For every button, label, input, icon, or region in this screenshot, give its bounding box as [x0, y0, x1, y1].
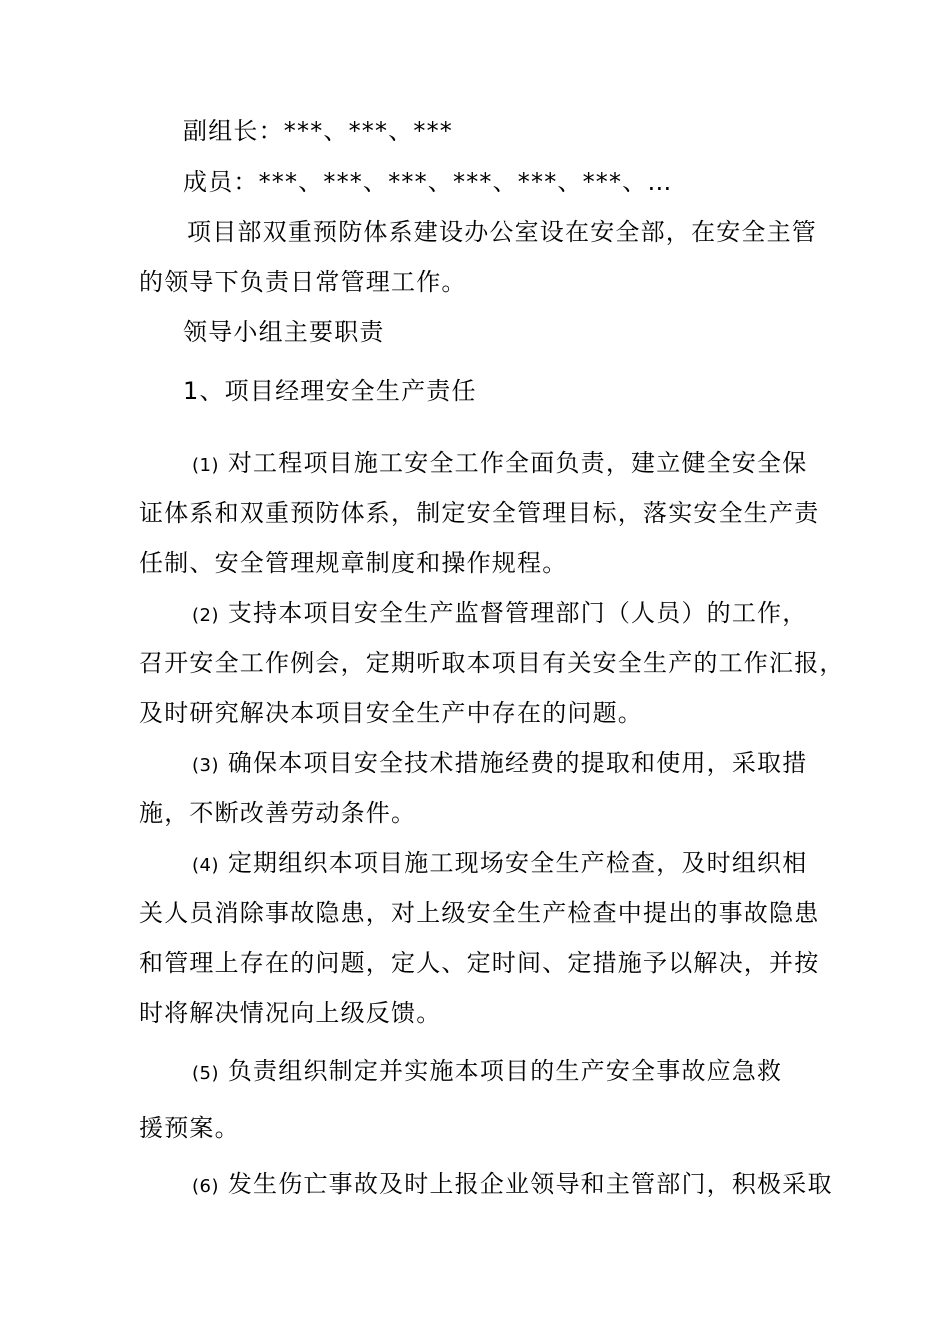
office-paragraph-line: 的领导下负责日常管理工作。 [139, 268, 467, 296]
item-4-line: 关人员消除事故隐患，对上级安全生产检查中提出的事故隐患 [139, 899, 820, 927]
item-5-line: 援预案。 [139, 1114, 240, 1142]
item-2-line: 及时研究解决本项目安全生产中存在的问题。 [139, 699, 643, 727]
item-1-line [192, 446, 807, 480]
deputy-leaders-line: 副组长：***、***、*** [183, 117, 453, 145]
item-1-line: 证体系和双重预防体系，制定安全管理目标，落实安全生产责 [139, 499, 820, 527]
item-text: 负责组织制定并实施本项目的生产安全事故应急救 [227, 1057, 783, 1085]
item-2-line: 召开安全工作例会，定期听取本项目有关安全生产的工作汇报， [139, 649, 845, 677]
item-number: (1) [192, 455, 219, 476]
item-text: 定期组织本项目施工现场安全生产检查，及时组织相 [227, 849, 808, 877]
item-4-line: 和管理上存在的问题，定人、定时间、定措施予以解决，并按 [139, 949, 820, 977]
item-number: (2) [192, 605, 219, 626]
item-number: (5) [192, 1063, 219, 1084]
item-6-line [192, 1167, 833, 1201]
item-2-line [192, 596, 807, 630]
members-line: 成员：***、***、***、***、***、***、… [183, 168, 673, 196]
item-4-line: 时将解决情况向上级反馈。 [139, 999, 442, 1027]
office-paragraph-line: 项目部双重预防体系建设办公室设在安全部，在安全主管 [187, 218, 817, 246]
item-text: 支持本项目安全生产监督管理部门（人员）的工作， [227, 599, 808, 627]
item-text: 确保本项目安全技术措施经费的提取和使用，采取措 [227, 749, 808, 777]
item-text: 对工程项目施工安全工作全面负责，建立健全安全保 [227, 449, 808, 477]
item-5-line [192, 1054, 782, 1088]
item-1-line: 任制、安全管理规章制度和操作规程。 [139, 549, 568, 577]
item-3-line: 施，不断改善劳动条件。 [139, 799, 417, 827]
item-3-line [192, 746, 807, 780]
item-number: (4) [192, 855, 219, 876]
item-4-line [192, 846, 807, 880]
item-text: 发生伤亡事故及时上报企业领导和主管部门，积极采取 [227, 1170, 833, 1198]
subsection-heading: 1、项目经理安全生产责任 [183, 377, 477, 405]
item-number: (6) [192, 1176, 219, 1197]
item-number: (3) [192, 755, 219, 776]
section-heading: 领导小组主要职责 [183, 318, 385, 346]
